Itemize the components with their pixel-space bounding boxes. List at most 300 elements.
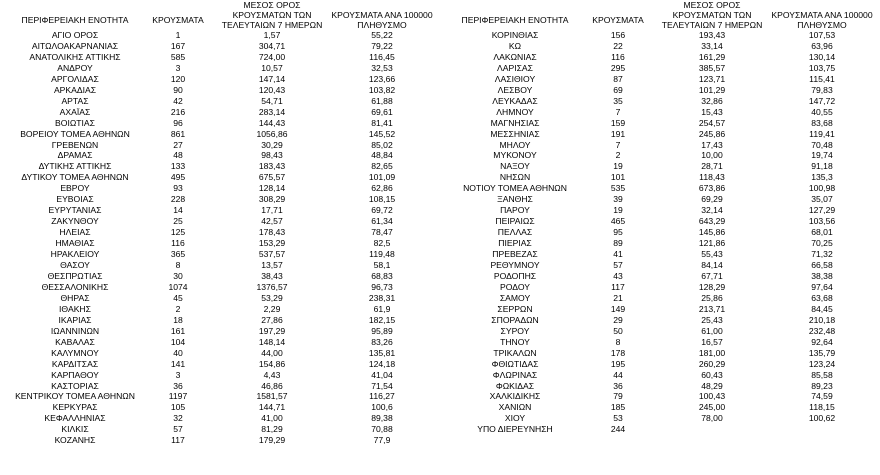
cell-cases: 89 xyxy=(613,238,623,249)
cell-7day-average: 67,71 xyxy=(701,270,723,281)
cell-7day-average: 1,57 xyxy=(263,30,281,40)
cell-region: ΚΑΣΤΟΡΙΑΣ xyxy=(51,380,99,391)
cell-per-100k: 97,64 xyxy=(811,281,833,292)
cell-7day-average: 213,71 xyxy=(698,303,726,314)
cell-7day-average: 283,14 xyxy=(258,106,286,117)
table-row xyxy=(0,381,440,392)
cell-7day-average: 1376,57 xyxy=(256,281,288,292)
cell-7day-average: 179,29 xyxy=(258,435,286,446)
cell-region: ΑΝΔΡΟΥ xyxy=(57,62,93,73)
table-row xyxy=(440,85,880,96)
table-row xyxy=(440,238,880,249)
cell-per-100k: 79,83 xyxy=(811,84,833,95)
cell-cases: 27 xyxy=(173,139,183,150)
header-cases: ΚΡΟΥΣΜΑΤΑ xyxy=(592,15,644,25)
table-row xyxy=(0,41,440,52)
header-avg-line1: ΜΕΣΟΣ ΟΡΟΣ xyxy=(243,0,301,10)
cell-cases: 41 xyxy=(613,249,623,260)
cell-region: ΞΑΝΘΗΣ xyxy=(497,194,533,205)
cell-per-100k: 70,25 xyxy=(811,238,833,249)
cell-per-100k: 83,68 xyxy=(811,117,833,128)
cell-cases: 42 xyxy=(173,95,183,106)
table-row xyxy=(0,129,440,140)
cell-region: ΕΥΒΟΙΑΣ xyxy=(56,194,94,205)
cell-per-100k: 78,47 xyxy=(371,227,393,238)
cell-cases: 39 xyxy=(613,194,623,205)
cell-region: ΗΜΑΘΙΑΣ xyxy=(55,238,95,249)
table-row xyxy=(440,96,880,107)
cell-cases: 125 xyxy=(170,227,186,238)
header-per-line1: ΚΡΟΥΣΜΑΤΑ ΑΝΑ 100000 xyxy=(771,10,873,20)
cell-7day-average: 724,00 xyxy=(258,51,286,62)
table-row xyxy=(0,205,440,216)
cell-cases: 365 xyxy=(170,249,186,260)
cell-per-100k: 116,27 xyxy=(369,391,395,402)
cell-7day-average: 260,29 xyxy=(698,358,726,369)
cell-7day-average: 1056,86 xyxy=(256,128,288,139)
cell-7day-average: 128,29 xyxy=(698,281,726,292)
cell-cases: 95 xyxy=(613,227,623,238)
table-row xyxy=(440,63,880,74)
cell-cases: 495 xyxy=(170,172,186,183)
cell-region: ΛΕΥΚΑΔΑΣ xyxy=(492,95,538,106)
cell-per-100k: 81,41 xyxy=(371,117,393,128)
cell-cases: 53 xyxy=(613,413,623,424)
cell-cases: 117 xyxy=(611,281,625,292)
cell-per-100k: 71,54 xyxy=(371,380,393,391)
table-row xyxy=(0,216,440,227)
cell-region: ΠΕΙΡΑΙΩΣ xyxy=(495,216,535,227)
cell-region: ΝΗΣΩΝ xyxy=(499,172,531,183)
table-row xyxy=(0,304,440,315)
cell-region: ΚΕΝΤΡΙΚΟΥ ΤΟΜΕΑ ΑΘΗΝΩΝ xyxy=(15,391,135,402)
cell-cases: 36 xyxy=(173,380,183,391)
cell-7day-average: 27,86 xyxy=(261,314,283,325)
table-row xyxy=(0,63,440,74)
cell-7day-average: 154,86 xyxy=(258,358,286,369)
cell-region: ΡΕΘΥΜΝΟΥ xyxy=(490,260,540,271)
header-avg-line3: ΤΕΛΕΥΤΑΙΩΝ 7 ΗΜΕΡΩΝ xyxy=(221,20,323,30)
cell-region: ΜΥΚΟΝΟΥ xyxy=(493,150,537,161)
cell-per-100k: 61,9 xyxy=(373,303,391,314)
table-row xyxy=(0,52,440,63)
cell-7day-average: 33,14 xyxy=(701,40,723,51)
cell-per-100k: 108,15 xyxy=(368,194,396,205)
cell-7day-average: 181,00 xyxy=(698,347,726,358)
cell-cases: 14 xyxy=(173,205,183,216)
cell-per-100k: 232,48 xyxy=(808,325,836,336)
cell-7day-average: 69,29 xyxy=(701,194,723,205)
cell-region: ΚΑΡΠΑΘΟΥ xyxy=(51,369,99,380)
header-avg-line2: ΚΡΟΥΣΜΑΤΩΝ ΤΩΝ xyxy=(232,10,312,20)
cell-cases: 195 xyxy=(610,358,626,369)
cell-per-100k: 62,86 xyxy=(371,183,393,194)
cell-cases: 93 xyxy=(173,183,183,194)
cell-region: ΑΝΑΤΟΛΙΚΗΣ ΑΤΤΙΚΗΣ xyxy=(29,51,121,62)
cell-region: ΥΠΟ ΔΙΕΡΕΥΝΗΣΗ xyxy=(477,424,553,435)
left-table-body xyxy=(0,30,440,446)
cell-per-100k: 119,48 xyxy=(369,249,395,260)
cell-per-100k: 123,66 xyxy=(368,73,396,84)
table-row xyxy=(0,172,440,183)
cell-per-100k: 61,88 xyxy=(371,95,393,106)
cell-region: ΑΙΤΩΛΟΑΚΑΡΝΑΝΙΑΣ xyxy=(31,40,119,51)
cell-per-100k: 82,5 xyxy=(373,238,391,249)
header-region: ΠΕΡΙΦΕΡΕΙΑΚΗ ΕΝΟΤΗΤΑ xyxy=(461,15,569,25)
cell-per-100k: 95,89 xyxy=(371,325,393,336)
cell-cases: 35 xyxy=(613,95,623,106)
cell-region: ΛΑΣΙΘΙΟΥ xyxy=(494,73,536,84)
cell-region: ΑΡΓΟΛΙΔΑΣ xyxy=(51,73,99,84)
cell-cases: 167 xyxy=(170,40,186,51)
cell-cases: 116 xyxy=(171,238,185,249)
cell-region: ΚΕΦΑΛΛΗΝΙΑΣ xyxy=(44,413,106,424)
cell-cases: 3 xyxy=(175,369,181,380)
cell-7day-average: 81,29 xyxy=(261,424,283,435)
cell-per-100k: 70,48 xyxy=(811,139,833,150)
cell-cases: 1 xyxy=(175,30,181,40)
table-row xyxy=(0,348,440,359)
cell-7day-average: 118,43 xyxy=(699,172,725,183)
cell-7day-average: 123,71 xyxy=(698,73,726,84)
cell-7day-average: 4,43 xyxy=(263,369,281,380)
cell-7day-average: 48,29 xyxy=(701,380,723,391)
cell-per-100k: 32,53 xyxy=(371,62,393,73)
cell-region: ΘΗΡΑΣ xyxy=(60,292,90,303)
cell-cases: 244 xyxy=(610,424,626,435)
cell-7day-average: 144,71 xyxy=(258,402,286,413)
cell-per-100k: 145,52 xyxy=(368,128,396,139)
cell-region: ΝΟΤΙΟΥ ΤΟΜΕΑ ΑΘΗΝΩΝ xyxy=(463,183,567,194)
cell-region: ΙΩΑΝΝΙΝΩΝ xyxy=(50,325,100,336)
cell-region: ΖΑΚΥΝΘΟΥ xyxy=(51,216,99,227)
table-row xyxy=(0,238,440,249)
cell-region: ΣΠΟΡΑΔΩΝ xyxy=(491,314,539,325)
table-row xyxy=(440,315,880,326)
cell-cases: 228 xyxy=(170,194,186,205)
cell-per-100k: 92,64 xyxy=(811,336,833,347)
cell-cases: 2 xyxy=(615,150,621,161)
cell-cases: 185 xyxy=(610,402,626,413)
right-table-body xyxy=(440,30,880,435)
table-row xyxy=(440,381,880,392)
table-row xyxy=(440,194,880,205)
cell-per-100k: 101,09 xyxy=(368,172,396,183)
table-row xyxy=(440,249,880,260)
table-row xyxy=(0,118,440,129)
cell-7day-average: 32,86 xyxy=(701,95,723,106)
table-row xyxy=(0,424,440,435)
cell-cases: 159 xyxy=(610,117,626,128)
table-row xyxy=(440,271,880,282)
cell-7day-average: 30,29 xyxy=(261,139,283,150)
cell-per-100k: 63,68 xyxy=(811,292,833,303)
cell-7day-average: 42,57 xyxy=(261,216,283,227)
cell-7day-average: 16,57 xyxy=(701,336,723,347)
cell-7day-average: 128,14 xyxy=(258,183,286,194)
table-row xyxy=(0,260,440,271)
header-cases: ΚΡΟΥΣΜΑΤΑ xyxy=(152,15,204,25)
cell-cases: 585 xyxy=(170,51,186,62)
table-row xyxy=(0,249,440,260)
cell-cases: 90 xyxy=(173,84,183,95)
cell-7day-average: 15,43 xyxy=(701,106,723,117)
cell-region: ΝΑΞΟΥ xyxy=(500,161,530,172)
cell-region: ΚΙΛΚΙΣ xyxy=(61,424,89,435)
table-row xyxy=(440,30,880,41)
cell-7day-average: 78,00 xyxy=(701,413,723,424)
cell-7day-average: 308,29 xyxy=(258,194,286,205)
cell-7day-average: 193,43 xyxy=(698,30,726,40)
cell-per-100k: 96,73 xyxy=(371,281,393,292)
cell-7day-average: 13,57 xyxy=(261,260,283,271)
cell-region: ΗΛΕΙΑΣ xyxy=(59,227,91,238)
cell-cases: 44 xyxy=(613,369,623,380)
cell-region: ΛΑΚΩΝΙΑΣ xyxy=(493,51,537,62)
cell-cases: 18 xyxy=(173,314,183,325)
table-row xyxy=(0,150,440,161)
cell-per-100k: 123,24 xyxy=(808,358,836,369)
cell-region: ΦΘΙΩΤΙΔΑΣ xyxy=(491,358,539,369)
cell-per-100k: 79,22 xyxy=(371,40,393,51)
table-row xyxy=(440,424,880,435)
cell-per-100k: 103,75 xyxy=(808,62,836,73)
cell-cases: 50 xyxy=(613,325,623,336)
cell-7day-average: 385,57 xyxy=(698,62,726,73)
cell-per-100k: 68,01 xyxy=(811,227,833,238)
cell-region: ΛΗΜΝΟΥ xyxy=(496,106,534,117)
table-row xyxy=(440,74,880,85)
cell-per-100k: 66,58 xyxy=(811,260,833,271)
cell-cases: 216 xyxy=(170,106,186,117)
cell-cases: 57 xyxy=(173,424,183,435)
table-row xyxy=(440,304,880,315)
cell-region: ΠΑΡΟΥ xyxy=(500,205,530,216)
header-avg xyxy=(652,0,772,30)
cell-cases: 7 xyxy=(615,139,621,150)
cell-per-100k: 35,07 xyxy=(811,194,833,205)
cell-per-100k: 135,3 xyxy=(811,172,833,183)
table-row xyxy=(440,216,880,227)
cell-per-100k: 58,1 xyxy=(373,260,391,271)
cell-7day-average: 675,57 xyxy=(258,172,286,183)
table-row xyxy=(440,326,880,337)
cell-region: ΑΡΚΑΔΙΑΣ xyxy=(53,84,97,95)
cell-7day-average: 17,71 xyxy=(261,205,283,216)
cell-7day-average: 32,14 xyxy=(701,205,723,216)
cell-cases: 1074 xyxy=(168,281,188,292)
cell-region: ΕΒΡΟΥ xyxy=(60,183,90,194)
cell-7day-average: 537,57 xyxy=(258,249,286,260)
cell-cases: 295 xyxy=(610,62,626,73)
table-row xyxy=(0,359,440,370)
cell-cases: 7 xyxy=(615,106,621,117)
cell-region: ΙΚΑΡΙΑΣ xyxy=(58,314,92,325)
cell-per-100k: 40,55 xyxy=(811,106,833,117)
cell-per-100k: 85,58 xyxy=(811,369,833,380)
cell-per-100k: 103,56 xyxy=(808,216,836,227)
cell-per-100k: 84,45 xyxy=(811,303,833,314)
cell-per-100k: 19,74 xyxy=(811,150,833,161)
cell-region: ΗΡΑΚΛΕΙΟΥ xyxy=(50,249,100,260)
cell-region: ΚΕΡΚΥΡΑΣ xyxy=(52,402,98,413)
cell-region: ΑΡΤΑΣ xyxy=(61,95,89,106)
cell-region: ΔΥΤΙΚΗΣ ΑΤΤΙΚΗΣ xyxy=(38,161,112,172)
header-per-100k xyxy=(766,10,878,30)
cell-cases: 57 xyxy=(613,260,623,271)
cell-region: ΕΥΡΥΤΑΝΙΑΣ xyxy=(48,205,102,216)
cell-per-100k: 130,14 xyxy=(808,51,836,62)
cell-7day-average: 101,29 xyxy=(698,84,726,95)
right-table-header xyxy=(440,0,880,30)
cell-7day-average: 100,43 xyxy=(698,391,726,402)
cell-region: ΓΡΕΒΕΝΩΝ xyxy=(51,139,99,150)
table-row xyxy=(0,271,440,282)
cell-per-100k: 83,26 xyxy=(371,336,393,347)
cell-7day-average: 53,29 xyxy=(261,292,283,303)
cell-per-100k: 91,18 xyxy=(811,161,833,172)
cell-7day-average: 41,00 xyxy=(261,413,283,424)
cell-cases: 19 xyxy=(613,205,623,216)
cell-cases: 104 xyxy=(170,336,186,347)
cell-7day-average: 144,43 xyxy=(258,117,286,128)
cell-per-100k: 119,41 xyxy=(809,128,835,139)
cell-7day-average: 178,43 xyxy=(258,227,286,238)
cell-per-100k: 85,02 xyxy=(371,139,393,150)
cell-cases: 105 xyxy=(170,402,186,413)
cell-per-100k: 69,72 xyxy=(371,205,393,216)
cell-7day-average: 245,00 xyxy=(698,402,726,413)
cell-per-100k: 135,81 xyxy=(368,347,396,358)
header-per-line2: ΠΛΗΘΥΣΜΟ xyxy=(357,20,407,30)
cell-7day-average: 44,00 xyxy=(261,347,283,358)
cell-per-100k: 147,72 xyxy=(808,95,836,106)
cell-cases: 161 xyxy=(170,325,186,336)
cell-region: ΠΡΕΒΕΖΑΣ xyxy=(492,249,538,260)
table-row xyxy=(440,260,880,271)
table-row xyxy=(0,74,440,85)
cell-7day-average: 254,57 xyxy=(698,117,726,128)
cell-per-100k: 115,41 xyxy=(809,73,835,84)
cell-per-100k: 69,61 xyxy=(371,106,393,117)
table-row xyxy=(0,391,440,402)
cell-cases: 69 xyxy=(613,84,623,95)
cell-cases: 8 xyxy=(175,260,181,271)
cell-per-100k: 124,18 xyxy=(368,358,396,369)
table-row xyxy=(440,413,880,424)
cell-cases: 117 xyxy=(171,435,185,446)
cell-cases: 22 xyxy=(613,40,623,51)
cell-region: ΑΓΙΟ ΟΡΟΣ xyxy=(51,30,99,40)
cell-7day-average: 304,71 xyxy=(258,40,286,51)
cell-7day-average: 145,86 xyxy=(698,227,726,238)
cell-region: ΤΗΝΟΥ xyxy=(500,336,530,347)
cell-cases: 29 xyxy=(613,314,623,325)
cell-7day-average: 10,57 xyxy=(261,62,283,73)
table-row xyxy=(440,227,880,238)
cell-cases: 96 xyxy=(173,117,183,128)
cell-per-100k: 100,98 xyxy=(808,183,836,194)
cell-per-100k: 182,15 xyxy=(368,314,396,325)
table-row xyxy=(0,140,440,151)
table-row xyxy=(440,140,880,151)
cell-per-100k: 71,32 xyxy=(811,249,833,260)
table-row xyxy=(0,337,440,348)
cell-cases: 535 xyxy=(610,183,626,194)
cell-7day-average: 1581,57 xyxy=(256,391,288,402)
cell-cases: 101 xyxy=(610,172,626,183)
header-avg xyxy=(212,0,332,30)
cell-region: ΦΛΩΡΙΝΑΣ xyxy=(492,369,538,380)
cell-region: ΚΑΡΔΙΤΣΑΣ xyxy=(51,358,99,369)
cell-cases: 79 xyxy=(613,391,623,402)
table-row xyxy=(0,282,440,293)
table-row xyxy=(440,205,880,216)
cell-7day-average: 121,86 xyxy=(698,238,726,249)
cell-7day-average: 643,29 xyxy=(698,216,726,227)
cell-per-100k: 41,04 xyxy=(371,369,393,380)
cell-7day-average: 161,29 xyxy=(698,51,726,62)
cell-region: ΒΟΙΩΤΙΑΣ xyxy=(55,117,95,128)
cell-region: ΣΑΜΟΥ xyxy=(499,292,531,303)
cell-per-100k: 82,65 xyxy=(371,161,393,172)
table-row xyxy=(0,107,440,118)
table-row xyxy=(440,402,880,413)
table-row xyxy=(0,96,440,107)
table-row xyxy=(0,435,440,446)
cell-cases: 133 xyxy=(170,161,186,172)
table-row xyxy=(440,172,880,183)
table-row xyxy=(440,359,880,370)
cell-region: ΠΙΕΡΙΑΣ xyxy=(498,238,532,249)
cell-cases: 21 xyxy=(613,292,623,303)
cell-7day-average: 61,00 xyxy=(701,325,723,336)
cell-region: ΚΟΡΙΝΘΙΑΣ xyxy=(491,30,539,40)
header-per-line1: ΚΡΟΥΣΜΑΤΑ ΑΝΑ 100000 xyxy=(331,10,433,20)
cell-region: ΠΕΛΛΑΣ xyxy=(497,227,533,238)
cell-region: ΑΧΑΪΑΣ xyxy=(59,106,91,117)
cell-region: ΔΥΤΙΚΟΥ ΤΟΜΕΑ ΑΘΗΝΩΝ xyxy=(21,172,129,183)
table-row xyxy=(440,41,880,52)
table-row xyxy=(440,337,880,348)
cell-per-100k: 103,82 xyxy=(368,84,396,95)
table-row xyxy=(440,183,880,194)
cell-7day-average: 38,43 xyxy=(261,270,283,281)
cell-cases: 156 xyxy=(610,30,626,40)
cell-per-100k: 116,45 xyxy=(369,51,395,62)
table-row xyxy=(440,391,880,402)
cell-cases: 191 xyxy=(610,128,626,139)
cell-7day-average: 197,29 xyxy=(258,325,286,336)
cell-cases: 1197 xyxy=(168,391,188,402)
cell-cases: 40 xyxy=(173,347,183,358)
cell-7day-average: 148,14 xyxy=(258,336,286,347)
cell-region: ΛΕΣΒΟΥ xyxy=(497,84,533,95)
cell-7day-average: 84,14 xyxy=(701,260,723,271)
cell-cases: 25 xyxy=(173,216,183,227)
cell-cases: 19 xyxy=(613,161,623,172)
cell-cases: 45 xyxy=(173,292,183,303)
cell-per-100k: 100,62 xyxy=(808,413,836,424)
cell-7day-average: 10,00 xyxy=(701,150,723,161)
cell-region: ΜΕΣΣΗΝΙΑΣ xyxy=(490,128,540,139)
cell-region: ΣΕΡΡΩΝ xyxy=(497,303,533,314)
cell-per-100k: 48,84 xyxy=(371,150,393,161)
cell-7day-average: 183,43 xyxy=(258,161,286,172)
header-per-100k xyxy=(326,10,438,30)
cell-7day-average: 120,43 xyxy=(258,84,286,95)
table-row xyxy=(0,370,440,381)
